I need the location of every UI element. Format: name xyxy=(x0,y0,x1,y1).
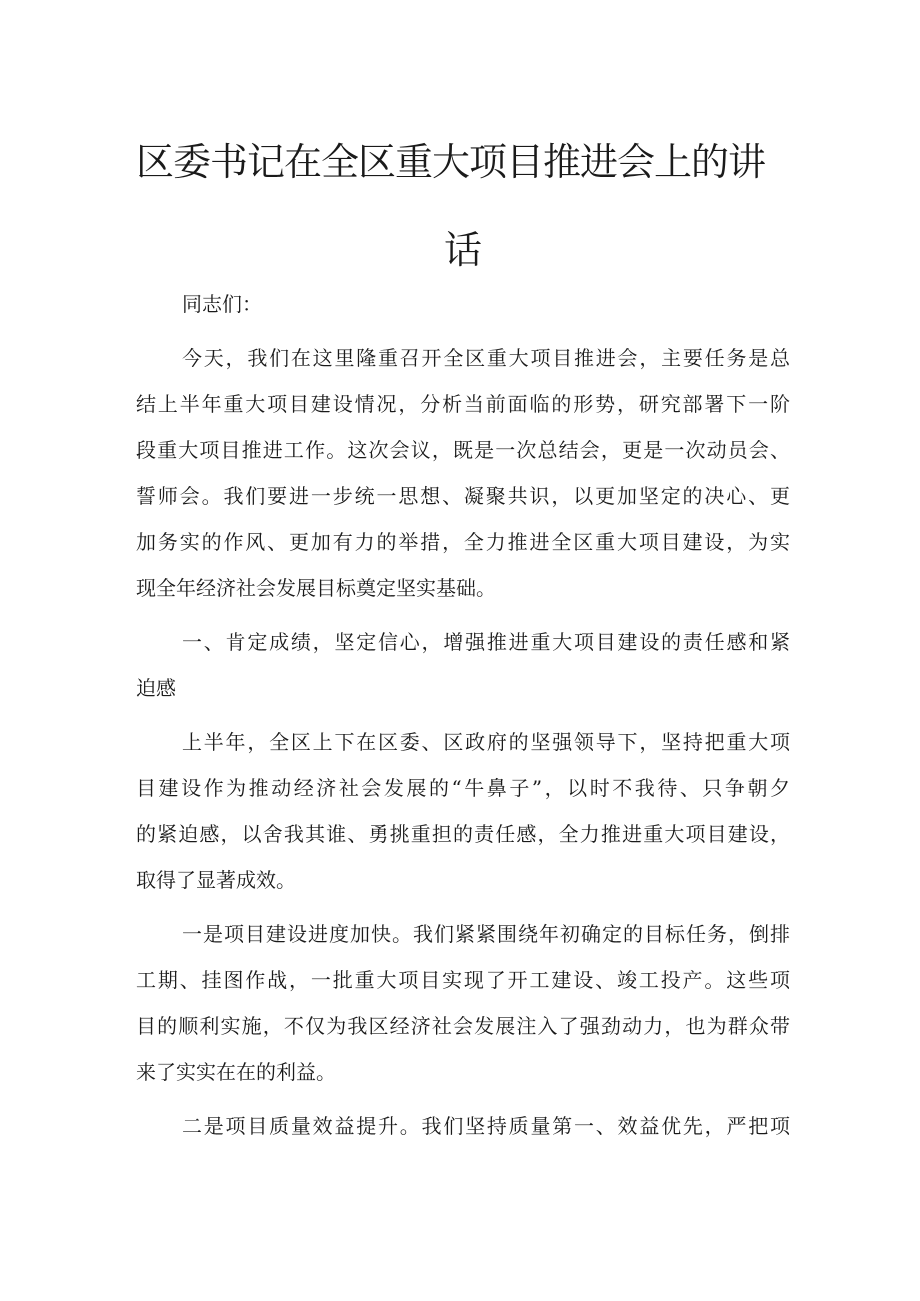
section-heading-line: 迫感 xyxy=(136,676,176,700)
paragraph-line: 的紧迫感，以舍我其谁、勇挑重担的责任感，全力推进重大项目建设， xyxy=(136,822,790,846)
paragraph-line: 上半年，全区上下在区委、区政府的坚强领导下，坚持把重大项 xyxy=(182,730,790,754)
salutation: 同志们： xyxy=(182,292,262,316)
title-line-2: 话 xyxy=(444,228,482,272)
title-line-1: 区委书记在全区重大项目推进会上的讲 xyxy=(136,140,766,184)
paragraph-line: 目建设作为推动经济社会发展的“牛鼻子”，以时不我待、只争朝夕 xyxy=(136,776,790,800)
paragraph-line: 加务实的作风、更加有力的举措，全力推进全区重大项目建设，为实 xyxy=(136,530,790,554)
paragraph-line: 目的顺利实施，不仅为我区经济社会发展注入了强劲动力，也为群众带 xyxy=(136,1014,790,1038)
paragraph-line: 现全年经济社会发展目标奠定坚实基础。 xyxy=(136,576,496,600)
section-heading-line: 一、肯定成绩，坚定信心，增强推进重大项目建设的责任感和紧 xyxy=(182,630,790,654)
paragraph-line: 取得了显著成效。 xyxy=(136,868,296,892)
paragraph-line: 一是项目建设进度加快。我们紧紧围绕年初确定的目标任务，倒排 xyxy=(182,922,790,946)
paragraph-line: 结上半年重大项目建设情况，分析当前面临的形势，研究部署下一阶 xyxy=(136,392,790,416)
paragraph-line: 工期、挂图作战，一批重大项目实现了开工建设、竣工投产。这些项 xyxy=(136,968,790,992)
paragraph-line: 二是项目质量效益提升。我们坚持质量第一、效益优先，严把项 xyxy=(182,1114,790,1138)
paragraph-line: 今天，我们在这里隆重召开全区重大项目推进会，主要任务是总 xyxy=(182,346,790,370)
paragraph-line: 来了实实在在的利益。 xyxy=(136,1060,336,1084)
paragraph-line: 誓师会。我们要进一步统一思想、凝聚共识，以更加坚定的决心、更 xyxy=(136,484,790,508)
paragraph-line: 段重大项目推进工作。这次会议，既是一次总结会，更是一次动员会、 xyxy=(136,438,790,462)
